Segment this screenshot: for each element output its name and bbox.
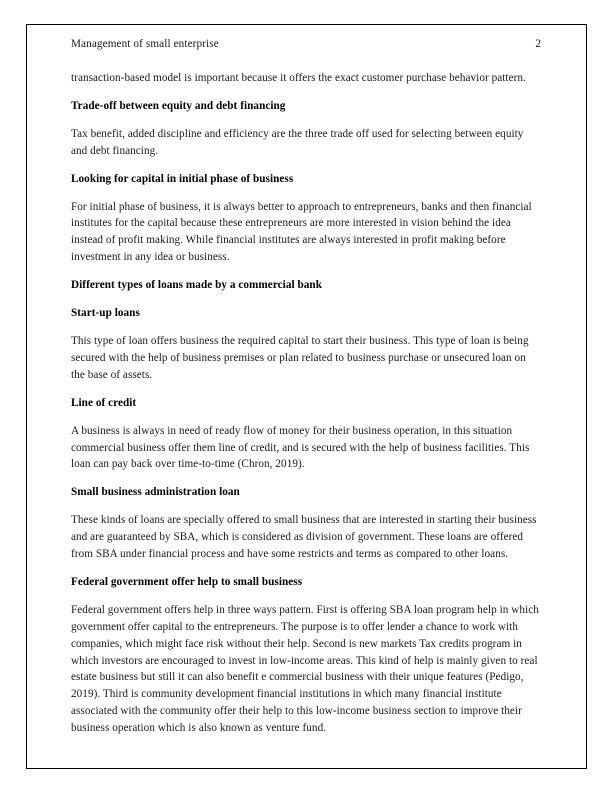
paragraph-start-up-loans: This type of loan offers business the required capital to start their business. This type of loan is being secured with the help of business premises or plan related to business purchase or unsecured loan on the base of assets.	[71, 334, 529, 381]
heading-federal-government-help: Federal government offer help to small business	[71, 575, 303, 588]
heading-different-types-of-loans: Different types of loans made by a commercial bank	[71, 279, 322, 292]
paragraph-looking-for-capital: For initial phase of business, it is always better to approach to entrepreneurs, banks and then financial institutes for the capital because these entrepreneurs are more interested in vision behind the idea instead of profit making. While financial institutes are always interested in profit making before investment in any idea or business.	[71, 200, 532, 264]
paragraph-trade-off: Tax benefit, added discipline and efficiency are the three trade off used for selecting between equity and debt financing.	[71, 127, 524, 157]
heading-trade-off: Trade-off between equity and debt financing	[71, 99, 286, 112]
heading-looking-for-capital: Looking for capital in initial phase of business	[71, 172, 294, 185]
heading-sba-loan: Small business administration loan	[71, 486, 240, 499]
header-title: Management of small enterprise	[71, 38, 219, 50]
paragraph-sba-loan: These kinds of loans are specially offered to small business that are interested in starting their business and are guaranteed by SBA, which is considered as division of government. These loans are offered from SBA under financial process and have some restricts and terms as compared to other loans.	[71, 514, 537, 561]
document-body	[71, 70, 541, 737]
heading-start-up-loans: Start-up loans	[71, 307, 140, 320]
paragraph-line-of-credit: A business is always in need of ready flow of money for their business operation, in this situation commercial business offer them line of credit, and is secured with the help of business facilities. This loan can pay back over time-to-time (Chron, 2019).	[71, 424, 530, 471]
page-content	[71, 25, 541, 737]
page-number: 2	[535, 38, 541, 50]
document-page	[26, 24, 587, 769]
page-header	[71, 25, 541, 53]
heading-line-of-credit: Line of credit	[71, 396, 137, 409]
paragraph-transaction-model: transaction-based model is important because it offers the exact customer purchase behavior pattern.	[71, 72, 526, 84]
paragraph-federal-government-help: Federal government offers help in three ways pattern. First is offering SBA loan program help in which government offer capital to the entrepreneurs. The purpose is to offer lender a chance to work with companies, which might face risk without their help. Second is new markets Tax credits program in which investors are encouraged to invest in low-income areas. This kind of help is mainly given to real estate business but still it can also benefit e commercial business with their unique features (Pedigo, 2019). Third is community development financial institutions in which many financial institute associated with the community offer their help to this low-income business section to improve their business operation which is also known as venture fund.	[71, 603, 539, 735]
